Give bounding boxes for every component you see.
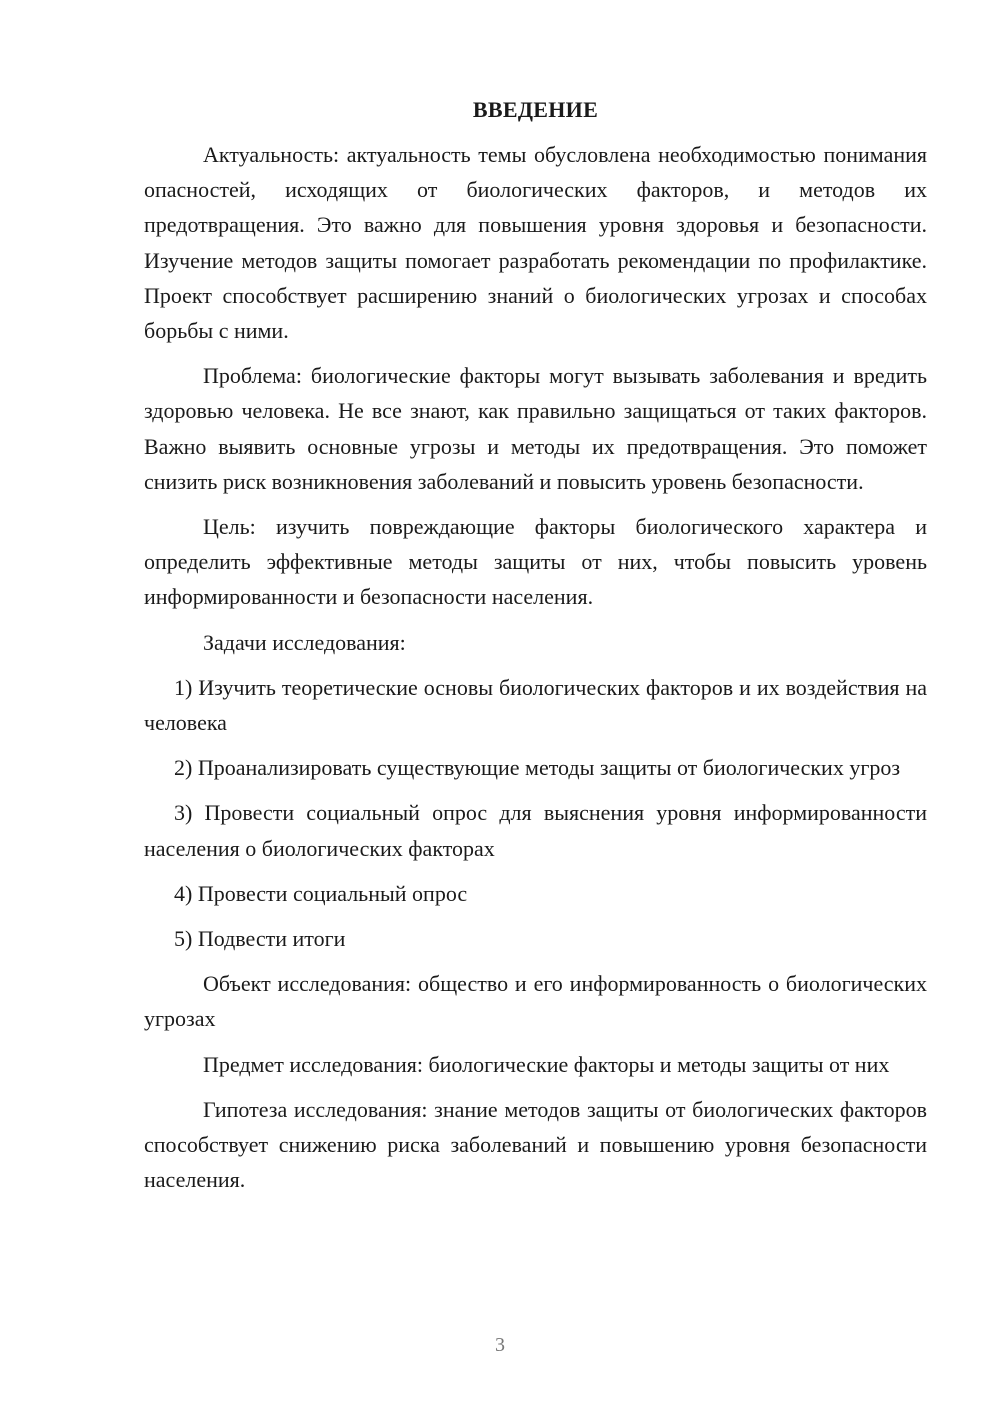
goal-paragraph: Цель: изучить повреждающие факторы биологического характера и определить эффективные методы защиты от них, чтобы повысить уровень информированности и безопасности населения. xyxy=(144,514,927,610)
task-item: 2) Проанализировать существующие методы защиты от биологических угроз xyxy=(174,755,901,781)
object-paragraph: Объект исследования: общество и его информированность о биологических угрозах xyxy=(144,971,927,1032)
subject-paragraph: Предмет исследования: биологические факторы и методы защиты от них xyxy=(203,1051,890,1077)
page-title: ВВЕДЕНИЕ xyxy=(472,97,599,122)
task-item: 3) Провести социальный опрос для выяснения уровня информированности населения о биологических факторах xyxy=(144,800,927,861)
relevance-paragraph: Актуальность: актуальность темы обусловлена необходимостью понимания опасностей, исходящих от биологических факторов, и методов их предотвращения. Это важно для повышения уровня здоровья и безопасности. Изучение методов защиты помогает разработать рекомендации по профилактике. Проект способствует расширению знаний о биологических угрозах и способах борьбы с ними. xyxy=(144,142,927,344)
tasks-title: Задачи исследования: xyxy=(203,629,406,655)
page-number: 3 xyxy=(495,1334,505,1356)
document-page xyxy=(144,92,927,1207)
task-item: 5) Подвести итоги xyxy=(174,926,346,952)
hypothesis-paragraph: Гипотеза исследования: знание методов защиты от биологических факторов способствует снижению риска заболеваний и повышению уровня безопасности населения. xyxy=(144,1096,927,1193)
problem-paragraph: Проблема: биологические факторы могут вызывать заболевания и вредить здоровью человека. Не все знают, как правильно защищаться от таких факторов. Важно выявить основные угрозы и методы их предотвращения. Это поможет снизить риск возникновения заболеваний и повысить уровень безопасности. xyxy=(144,363,927,494)
task-item: 1) Изучить теоретические основы биологических факторов и их воздействия на человека xyxy=(144,674,927,736)
task-item: 4) Провести социальный опрос xyxy=(174,880,468,906)
